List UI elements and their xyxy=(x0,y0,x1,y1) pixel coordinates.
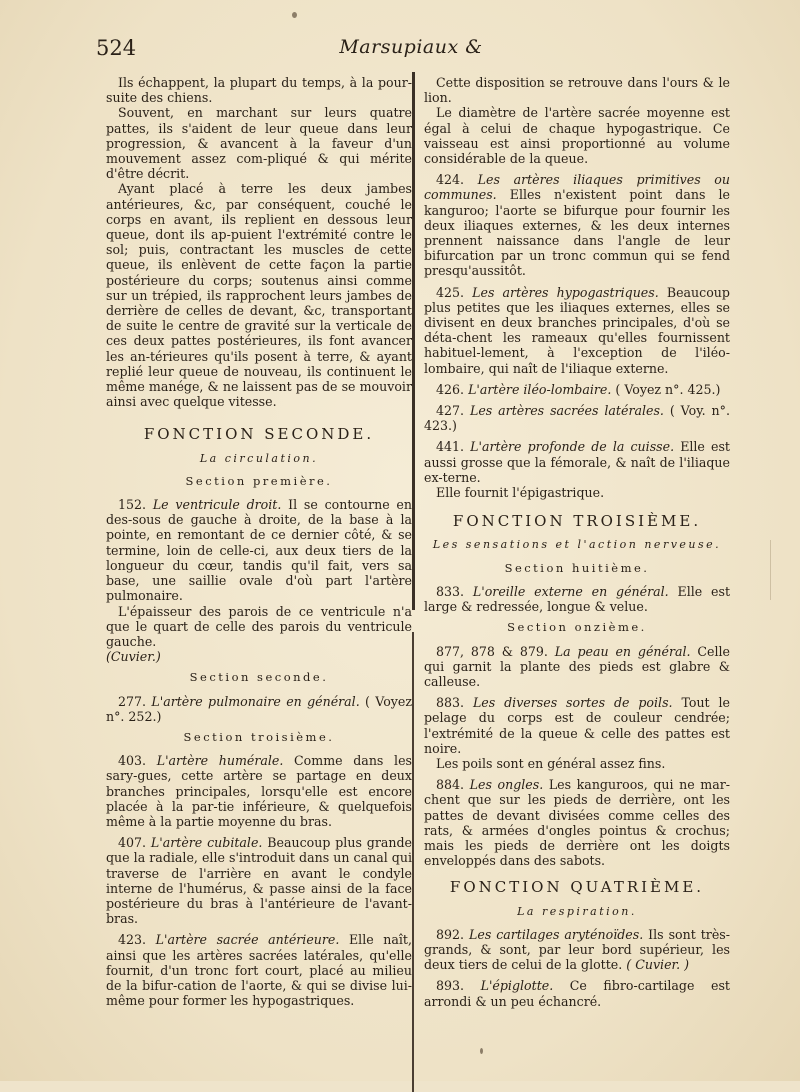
paragraph: Les poils sont en général assez fins. xyxy=(436,755,666,771)
entry-text: ( Voyez n°. 425.) xyxy=(615,381,721,397)
entry-title: La peau en général. xyxy=(554,643,691,659)
entry-title: Le ventricule droit. xyxy=(152,497,282,513)
entry-441 xyxy=(424,439,730,485)
paragraph: Ils échappent, la plupart du temps, à la pour-suite des chiens. xyxy=(106,75,412,106)
entry-text: Comme dans les sary-gues, cette artère se partage en deux branches principales, lorsqu'elle est encore placée à la par-tie inférieure, & quelquefois même à la partie moyenne du bras. xyxy=(106,753,412,829)
entry-text: Beaucoup plus grande que la radiale, elle s'introduit dans un canal qui traverse de l'arrière en avant le condyle interne de l'humérus, & passe ainsi de la face postérieure du bras à l'antérieure de l'avant-bras. xyxy=(106,835,412,927)
entry-title: L'artère cubitale. xyxy=(150,835,263,851)
entry-number: 877, 878 & 879. xyxy=(436,643,548,659)
section-heading: Section troisième. xyxy=(183,729,335,744)
entry-text: Tout le pelage du corps est de couleur cendrée; l'extrémité de la queue & celle des pattes est noire. xyxy=(424,695,730,756)
subheading: La respiration. xyxy=(517,904,637,918)
entry-number: 426. xyxy=(436,381,465,397)
left-column xyxy=(106,75,412,1008)
entry-number: 441. xyxy=(436,439,465,455)
section-heading: Section première. xyxy=(185,473,333,488)
running-title: Marsupiaux & xyxy=(339,36,483,58)
entry-403 xyxy=(106,753,412,829)
fonction-heading: FONCTION TROISIÈME. xyxy=(452,512,702,531)
paragraph: Ayant placé à terre les deux jambes antérieures, &c, par conséquent, couché le corps en avant, ils replient en dessous leur queue, dont ils ap-puient l'extrémité contre le sol; puis, contractant les muscles de cette queue, ils enlèvent de cette façon la partie postérieure du corps; soutenus ainsi comme sur un trépied, ils rapprochent leurs jambes de derrière de celles de devant, &c, transportant de suite le centre de gravité sur la verticale de ces deux pattes postérieures, ils font avancer les an-térieures qu'ils posent à terre, & ayant replié leur queue de nouveau, ils continuent le même manége, & ne laissent pas de se mouvoir ainsi avec quelque vitesse. xyxy=(106,181,412,410)
entry-423 xyxy=(106,932,412,1008)
column-rule xyxy=(412,72,415,610)
entry-number: 403. xyxy=(118,753,147,769)
entry-title: L'épiglotte. xyxy=(480,978,554,994)
entry-text: Celle qui garnit la plante des pieds est glabre & calleuse. xyxy=(424,643,730,689)
entry-title: Les artères iliaques primitives ou communes. xyxy=(424,172,730,203)
entry-title: Les ongles. xyxy=(469,777,544,793)
right-column xyxy=(424,75,730,1009)
entry-152 xyxy=(106,497,412,603)
entry-893 xyxy=(424,978,730,1008)
entry-text: Elle est large & redressée, longue & velue. xyxy=(424,583,731,615)
entry-425 xyxy=(424,285,730,376)
section-heading: Section seconde. xyxy=(189,670,329,685)
entry-number: 883. xyxy=(436,695,465,711)
paragraph: Le diamètre de l'artère sacrée moyenne est égal à celui de chaque hypogastrique. Ce vaisseau est ainsi proportionné au volume considérable de la queue. xyxy=(424,105,730,167)
entry-title: Les diverses sortes de poils. xyxy=(472,695,673,711)
entry-277 xyxy=(106,694,412,724)
entry-427 xyxy=(424,403,730,433)
entry-title: L'artère pulmonaire en général. xyxy=(151,693,360,709)
paragraph: Elle fournit l'épigastrique. xyxy=(436,485,605,501)
entry-title: Les artères sacrées latérales. xyxy=(469,403,664,419)
citation: (Cuvier.) xyxy=(106,649,161,665)
entry-884 xyxy=(424,777,730,868)
ink-spot xyxy=(292,12,297,18)
entry-title: Les artères hypogastriques. xyxy=(472,284,659,300)
page-number: 524 xyxy=(96,36,137,60)
section-heading: Section huitième. xyxy=(504,560,650,575)
subheading: La circulation. xyxy=(199,451,319,465)
entry-number: 424. xyxy=(436,172,465,188)
fonction-heading: FONCTION QUATRIÈME. xyxy=(449,878,705,897)
entry-title: L'oreille externe en général. xyxy=(472,583,669,599)
page-crease xyxy=(770,540,771,600)
paragraph: Souvent, en marchant sur leurs quatre pattes, ils s'aident de leur queue dans leur progression, & avancent à la faveur d'un mouvement assez com-pliqué & qui mérite d'être décrit. xyxy=(106,105,412,182)
entry-407 xyxy=(106,835,412,926)
entry-text: Elles n'existent point dans le kanguroo; l'aorte se bifurque pour fournir les deux iliaques externes, & les deux internes prennent naissance dans l'angle de leur bifurcation par un tronc commun qui se fend presqu'aussitôt. xyxy=(424,187,730,279)
subheading: Les sensations et l'action nerveuse. xyxy=(432,538,722,552)
section-heading: Section onzième. xyxy=(507,620,647,635)
page-header xyxy=(96,36,726,66)
entry-title: L'artère humérale. xyxy=(156,753,284,769)
entry-title: L'artère sacrée antérieure. xyxy=(155,932,340,948)
entry-number: 425. xyxy=(436,284,465,300)
entry-426 xyxy=(424,382,730,397)
paragraph: Cette disposition se retrouve dans l'ours & le lion. xyxy=(424,75,730,106)
entry-title: L'artère profonde de la cuisse. xyxy=(470,439,675,455)
entry-text: ( Voyez n°. 252.) xyxy=(106,693,412,724)
entry-number: 423. xyxy=(118,932,147,948)
entry-text: Elle est aussi grosse que la fémorale, & naît de l'iliaque ex-terne. xyxy=(424,439,730,485)
entry-number: 892. xyxy=(436,926,465,942)
entry-title: L'artère iléo-lombaire. xyxy=(468,381,612,397)
entry-text: Elle naît, ainsi que les artères sacrées latérales, qu'elle fournit, d'un tronc fort court, placé au milieu de la bifur-cation de l'aorte, & qui se divise lui-même pour former les hypogastriques. xyxy=(106,932,412,1009)
paragraph: L'épaisseur des parois de ce ventricule n'a que le quart de celle des parois du ventricule gauche. xyxy=(106,603,412,649)
citation: ( Cuvier. ) xyxy=(626,957,690,973)
entry-883 xyxy=(424,695,730,756)
entry-text: Il se contourne en des-sous de gauche à droite, de la base à la pointe, en remontant de ce dernier côté, & se termine, loin de celle-ci, aux deux tiers de la longueur du cœur, tandis qu'il fait, vers sa base, une saillie ovale d'où part l'artère pulmonaire. xyxy=(106,497,412,604)
entry-833 xyxy=(424,584,730,614)
entry-877 xyxy=(424,644,730,690)
entry-number: 407. xyxy=(118,835,147,851)
entry-text: Ils sont très-grands, & sont, par leur bord supérieur, les deux tiers de celui de la glotte. xyxy=(424,926,730,973)
entry-424 xyxy=(424,172,730,278)
entry-892 xyxy=(424,927,730,973)
column-rule xyxy=(412,632,414,1092)
ink-spot xyxy=(480,1048,483,1054)
entry-text: Beaucoup plus petites que les iliaques externes, elles se divisent en deux branches principales, d'où se déta-chent les rameaux qu'elles fournissent habituel-lement, à l'exception de l'iléo-lombaire, qui naît de l'iliaque externe. xyxy=(424,284,730,376)
entry-text: Ce fibro-cartilage est arrondi & un peu échancré. xyxy=(424,978,730,1009)
entry-number: 152. xyxy=(118,497,147,513)
entry-text: ( Voy. n°. 423.) xyxy=(424,403,730,434)
fonction-heading: FONCTION SECONDE. xyxy=(143,425,375,444)
entry-number: 884. xyxy=(436,777,465,793)
entry-number: 893. xyxy=(436,978,465,994)
entry-text: Les kanguroos, qui ne mar-chent que sur les pieds de derrière, ont les pattes de devant divisées comme celles des rats, & armées d'ongles pointus & crochus; mais les pieds de derrière ont les doigts enveloppés dans des sabots. xyxy=(424,777,730,869)
entry-number: 833. xyxy=(436,583,465,599)
entry-number: 277. xyxy=(118,693,147,709)
entry-title: Les cartilages aryténoïdes. xyxy=(469,926,644,942)
entry-number: 427. xyxy=(436,403,465,419)
